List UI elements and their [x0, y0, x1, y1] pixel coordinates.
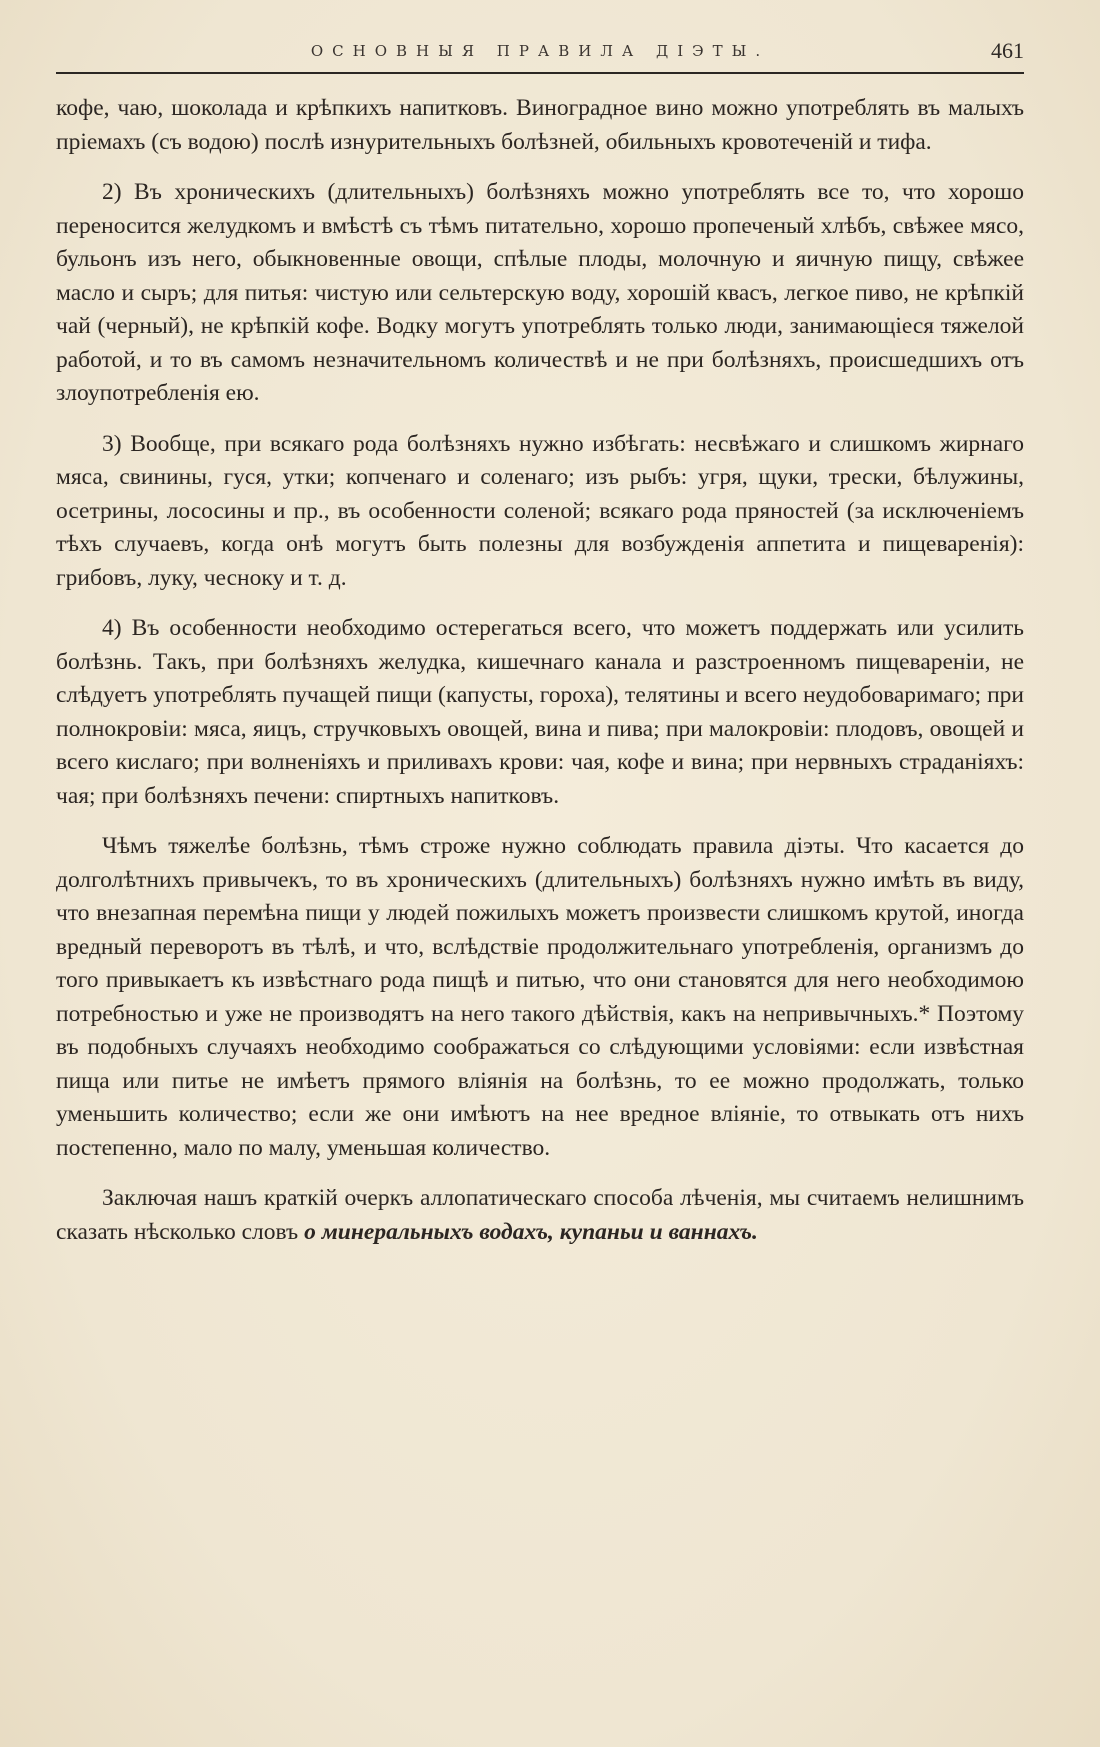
- paragraph-4: 4) Въ особенности необходимо остерегаться всего, что можетъ поддержать или усилить болѣзнь. Такъ, при болѣзняхъ желудка, кишечнаго канала и разстроенномъ пищевареніи, не слѣдуетъ употреблять пучащей пищи (капусты, гороха), телятины и всего неудобоваримаго; при полнокровіи: мяса, яицъ, стручковыхъ овощей, вина и пива; при малокровіи: плодовъ, овощей и всего кислаго; при волненіяхъ и приливахъ крови: чая, кофе и вина; при нервныхъ страданіяхъ: чая; при болѣзняхъ печени: спиртныхъ напитковъ.: [56, 615, 1024, 809]
- paragraph-habits: Чѣмъ тяжелѣе болѣзнь, тѣмъ строже нужно соблюдать правила діэты. Что касается до долголѣтнихъ привычекъ, то въ хроническихъ (длительныхъ) болѣзняхъ нужно имѣть въ виду, что внезапная перемѣна пищи у людей пожилыхъ можетъ произвести слишкомъ крутой, иногда вредный переворотъ въ тѣлѣ, и что, вслѣдствіе продолжительнаго употребленія, организмъ до того привыкаетъ къ извѣстнаго рода пищѣ и питью, что они становятся для него необходимою потребностью и уже не производятъ на него такого дѣйствія, какъ на непривычныхъ.* Поэтому въ подобныхъ случаяхъ необходимо соображаться со слѣдующими условіями: если извѣстная пища или питье не имѣетъ прямого вліянія на болѣзнь, то ее можно продолжать, только уменьшить количество; если же они имѣютъ на нее вредное вліяніе, то отвыкать отъ нихъ постепенно, мало по малу, уменьшая количество.: [56, 833, 1024, 1161]
- paragraph-closing: [56, 1182, 1024, 1249]
- closing-text: Заключая нашъ краткій очеркъ аллопатическаго способа лѣченія, мы считаемъ нелишнимъ сказать нѣсколько словъ: [56, 1185, 1024, 1245]
- running-title: ОСНОВНЫЯ ПРАВИЛА ДІЭТЫ.: [310, 42, 770, 60]
- paragraph-2: 2) Въ хроническихъ (длительныхъ) болѣзняхъ можно употреблять все то, что хорошо переносится желудкомъ и вмѣстѣ съ тѣмъ питательно, хорошо пропеченый хлѣбъ, свѣжее мясо, бульонъ изъ него, обыкновенные овощи, спѣлые плоды, молочную и яичную пищу, свѣжее масло и сыръ; для питья: чистую или сельтерскую воду, хорошій квасъ, легкое пиво, не крѣпкій чай (черный), не крѣпкій кофе. Водку могутъ употреблять только люди, занимающіеся тяжелой работой, и то въ самомъ незначительномъ количествѣ и не при болѣзняхъ, происшедшихъ отъ злоупотребленія ею.: [56, 179, 1024, 406]
- page-number: 461: [991, 38, 1024, 63]
- running-head: [56, 38, 1024, 74]
- closing-emphasis: о минеральныхъ водахъ, купаньи и ваннахъ.: [304, 1218, 758, 1245]
- paragraph-continuation: кофе, чаю, шоколада и крѣпкихъ напитковъ. Виноградное вино можно употреблять въ малыхъ пріемахъ (съ водою) послѣ изнурительныхъ болѣзней, обильныхъ кровотеченій и тифа.: [56, 95, 1024, 155]
- paragraph-3: 3) Вообще, при всякаго рода болѣзняхъ нужно избѣгать: несвѣжаго и слишкомъ жирнаго мяса, свинины, гуся, утки; копченаго и соленаго; изъ рыбъ: угря, щуки, трески, бѣлужины, осетрины, лососины и пр., въ особенности соленой; всякаго рода пряностей (за исключеніемъ тѣхъ случаевъ, когда онѣ могутъ быть полезны для возбужденія аппетита и пищеваренія): грибовъ, луку, чесноку и т. д.: [56, 430, 1024, 591]
- body-text: [56, 92, 1024, 1266]
